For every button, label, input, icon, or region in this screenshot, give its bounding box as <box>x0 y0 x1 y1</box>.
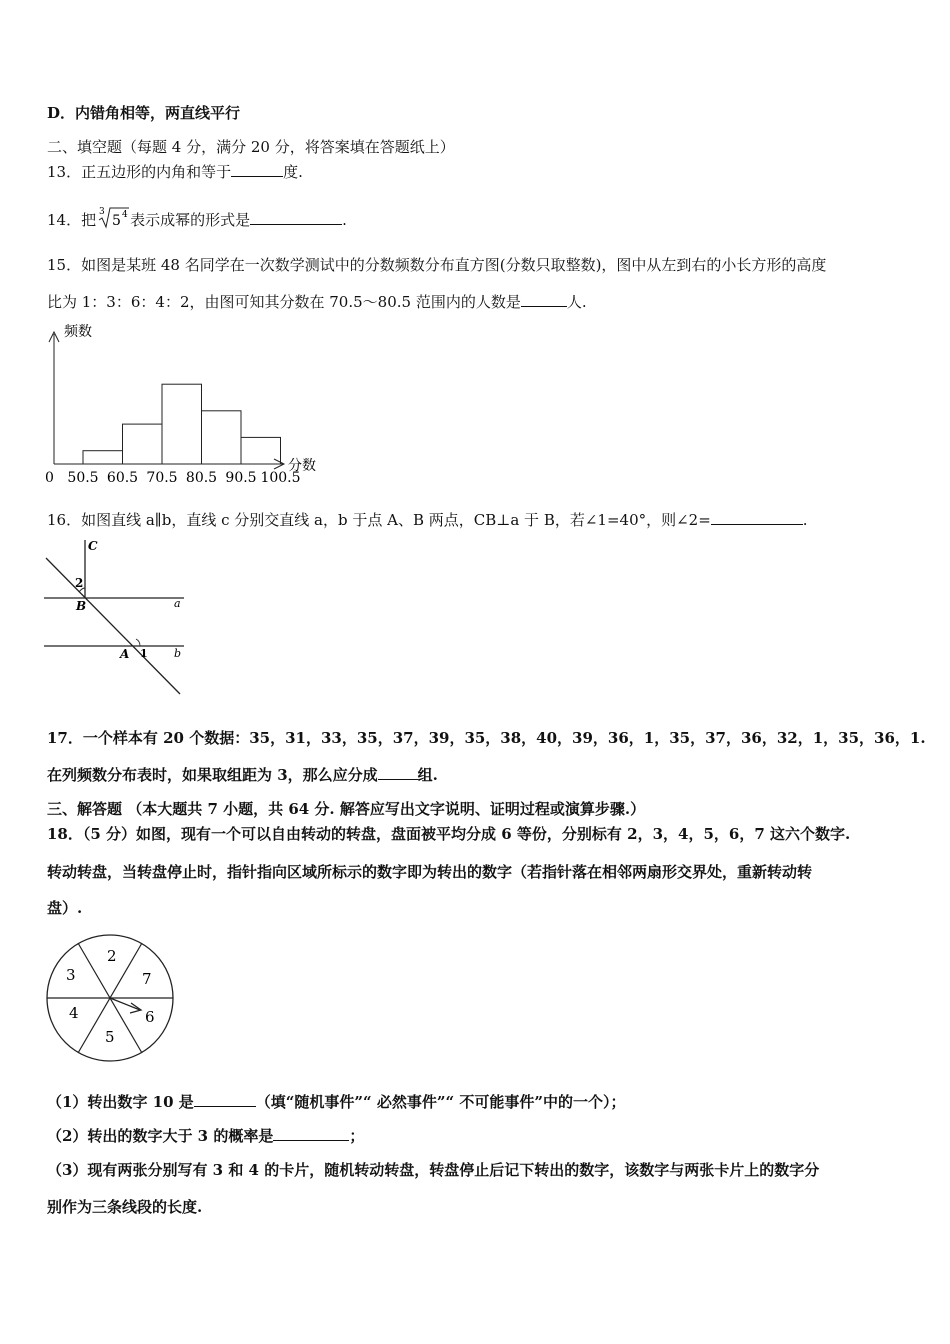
label-point-b: B <box>76 599 87 613</box>
spinner-number: 3 <box>66 966 76 984</box>
radical-index: 3 <box>99 207 105 217</box>
q18-part-1-text-2: （填“随机事件”“ 必然事件”“ 不可能事件”中的一个）； <box>255 1093 626 1111</box>
spinner-number: 4 <box>69 1004 79 1022</box>
q16-answer-blank[interactable] <box>711 510 803 525</box>
histogram-bar <box>241 437 281 464</box>
q17-answer-blank[interactable] <box>378 765 418 780</box>
q18-part-2-text-2: ； <box>349 1127 365 1145</box>
spinner-number: 5 <box>105 1028 115 1046</box>
q18-part-3-line-1: （3）现有两张分别写有 3 和 4 的卡片，随机转动转盘，转盘停止后记下转出的数字，该数字与两张卡片上的数字分 <box>47 1161 820 1179</box>
q18-part-1-answer-blank[interactable] <box>194 1092 256 1107</box>
label-angle-2: 2 <box>75 576 84 590</box>
histogram-bar <box>83 451 123 464</box>
spinner-number: 6 <box>145 1008 155 1026</box>
label-angle-1: 1 <box>140 647 148 660</box>
line-c-transversal <box>46 558 180 694</box>
x-tick-label: 80.5 <box>185 470 218 486</box>
q13-unit: 度. <box>283 163 303 181</box>
option-d: D．内错角相等，两直线平行 <box>47 104 241 122</box>
histogram-bar <box>162 384 202 464</box>
question-16 <box>47 510 808 530</box>
frequency-histogram <box>40 322 340 490</box>
q18-part-1-text: （1）转出数字 10 是 <box>47 1093 194 1111</box>
q13-text: 13．正五边形的内角和等于 <box>47 163 232 181</box>
q18-part-3-line-2: 别作为三条线段的长度. <box>47 1198 203 1216</box>
question-18-line-3: 盘）. <box>47 899 83 917</box>
radical-base: 5 <box>112 213 122 229</box>
y-axis-label: 频数 <box>64 324 92 340</box>
x-tick-label: 90.5 <box>225 470 257 486</box>
q14-answer-blank[interactable] <box>250 210 342 225</box>
x-tick-label: 70.5 <box>146 470 178 486</box>
q18-part-2-text: （2）转出的数字大于 3 的概率是 <box>47 1127 274 1145</box>
q18-part-2-answer-blank[interactable] <box>273 1126 349 1141</box>
spinner-number: 2 <box>107 947 117 965</box>
q14-period: . <box>342 211 347 229</box>
q18-part-1 <box>47 1092 625 1112</box>
section-2-header: 二、填空题（每题 4 分，满分 20 分，将答案填在答题纸上） <box>47 138 455 156</box>
q16-period: . <box>802 511 808 529</box>
label-line-a: a <box>174 597 181 610</box>
x-axis-label: 分数 <box>288 458 316 474</box>
q15-answer-blank[interactable] <box>521 292 567 307</box>
label-point-a: A <box>120 647 130 661</box>
section-3-header: 三、解答题 （本大题共 7 小题，共 64 分. 解答应写出文字说明、证明过程或演算步骤.） <box>47 800 646 818</box>
spinner-pointer <box>110 998 140 1010</box>
question-17-line-2 <box>47 765 438 785</box>
q17-text: 在列频数分布表时，如果取组距为 3，那么应分成 <box>47 766 378 784</box>
q15-unit: 人. <box>566 293 587 311</box>
spinner-wheel <box>42 932 182 1066</box>
x-tick-label: 100.5 <box>260 470 301 486</box>
radical-exponent: 4 <box>122 210 128 220</box>
q14-radical-expression <box>96 207 130 229</box>
question-14 <box>47 207 347 230</box>
histogram-bar <box>123 424 163 464</box>
q13-answer-blank[interactable] <box>231 162 283 177</box>
question-17-line-1: 17．一个样本有 20 个数据：35，31，33，35，37，39，35，38，40，39，36，1，35，37，36，32，1，35，36，1. <box>47 729 926 747</box>
q17-unit: 组. <box>417 766 438 784</box>
origin-label: 0 <box>45 470 54 486</box>
angle-1-arc <box>136 639 140 646</box>
question-18-line-2: 转动转盘，当转盘停止时，指针指向区域所标示的数字即为转出的数字（若指针落在相邻两扇形交界处，重新转动转 <box>47 863 813 881</box>
q14-text: 14．把 <box>47 211 97 229</box>
q16-text: 16．如图直线 a∥b，直线 c 分别交直线 a，b 于点 A、B 两点，CB⊥a 于 B，若∠1=40°，则∠2= <box>47 511 711 529</box>
question-18-line-1: 18．（5 分）如图，现有一个可以自由转动的转盘，盘面被平均分成 6 等份，分别标有 2，3，4，5，6，7 这六个数字. <box>47 825 851 843</box>
label-c: C <box>88 539 98 553</box>
question-15-line-2 <box>47 292 587 312</box>
label-line-b: b <box>174 647 182 660</box>
spinner-number: 7 <box>142 970 152 988</box>
x-tick-label: 60.5 <box>106 470 139 486</box>
histogram-bar <box>202 411 242 464</box>
q15-text: 比为 1：3：6：4：2，由图可知其分数在 70.5～80.5 范围内的人数是 <box>47 293 521 311</box>
q14-text-2: 表示成幂的形式是 <box>130 211 251 229</box>
question-15-line-1: 15．如图是某班 48 名同学在一次数学测试中的分数频数分布直方图(分数只取整数)，图中从左到右的小长方形的高度 <box>47 256 827 274</box>
question-13 <box>47 162 303 182</box>
parallel-lines-figure <box>44 538 190 698</box>
x-tick-label: 50.5 <box>67 470 99 486</box>
q18-part-2 <box>47 1126 364 1146</box>
